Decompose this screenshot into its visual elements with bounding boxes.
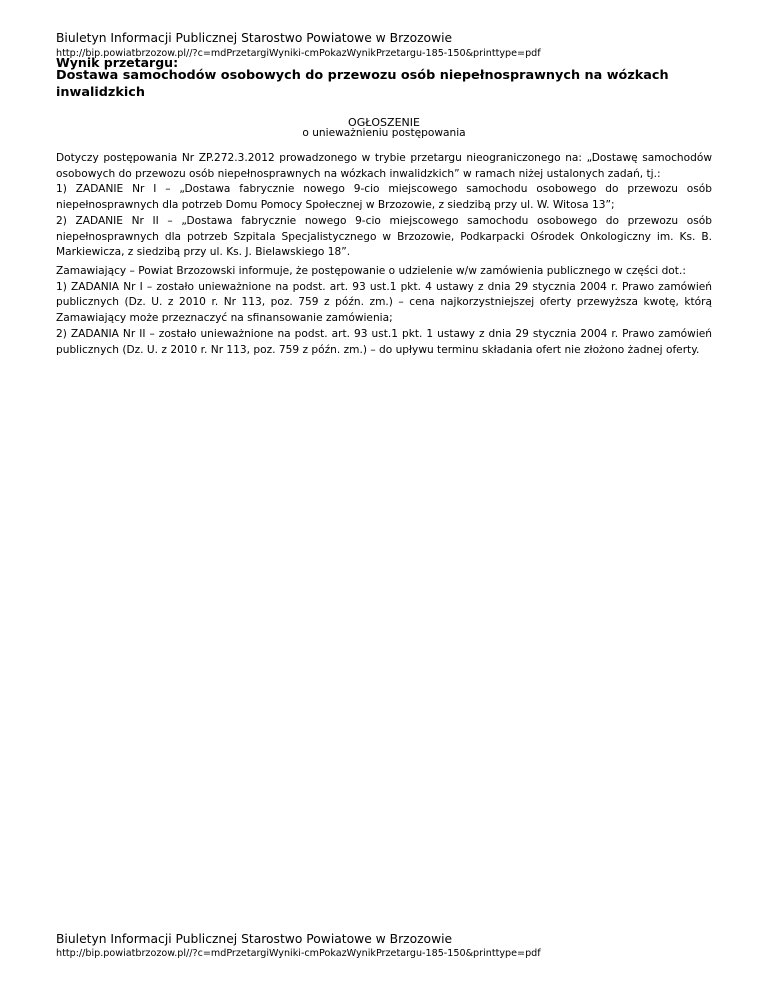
paragraph-case-reference <box>56 151 712 261</box>
footer-site-title: Biuletyn Informacji Publicznej Starostwo Powiatowe w Brzozowie <box>56 932 453 946</box>
footer-url: http://bip.powiatbrzozow.pl//?c=mdPrzetargiWyniki-cmPokazWynikPrzetargu-185-150&printtype=pdf <box>56 948 541 959</box>
paragraph-line: 2) ZADANIA Nr II – zostało unieważnione na podst. art. 93 ust.1 pkt. 1 ustawy z dnia 29 stycznia 2004 r. Prawo zamówień publicznych (Dz. U. z 2010 r. Nr 113, poz. 759 z późn. zm.) – do upływu terminu składania ofert nie złożono żadnej oferty. <box>56 327 712 356</box>
paragraph-line: Zamawiający – Powiat Brzozowski informuje, że postępowanie o udzielenie w/w zamówienia publicznego w części dot.: <box>56 265 686 277</box>
header-url: http://bip.powiatbrzozow.pl//?c=mdPrzetargiWyniki-cmPokazWynikPrzetargu-185-150&printtype=pdf <box>56 48 541 59</box>
header-site-title: Biuletyn Informacji Publicznej Starostwo Powiatowe w Brzozowie <box>56 31 453 45</box>
notice-title: OGŁOSZENIE <box>348 116 420 129</box>
paragraph-line: Dotyczy postępowania Nr ZP.272.3.2012 prowadzonego w trybie przetargu nieograniczonego na: „Dostawę samochodów osobowych do przewozu osób niepełnosprawnych na wózkach inwalidzkich” w ramach niżej ustalonych zadań, tj.: <box>56 152 712 180</box>
paragraph-line: 1) ZADANIA Nr I – zostało unieważnione na podst. art. 93 ust.1 pkt. 4 ustawy z dnia 29 stycznia 2004 r. Prawo zamówień publicznych (Dz. U. z 2010 r. Nr 113, poz. 759 z późn. zm.) – cena najkorzystniejszej oferty przewyższa kwotę, którą Zamawiający może przeznaczyć na sfinansowanie zamówienia; <box>56 280 712 325</box>
paragraph-line: 1) ZADANIE Nr I – „Dostawa fabrycznie nowego 9-cio miejscowego samochodu osobowego do przewozu osób niepełnosprawnych dla potrzeb Domu Pomocy Społecznej w Brzozowie, z siedzibą przy ul. W. Witosa 13”; <box>56 183 712 212</box>
paragraph-line: 2) ZADANIE Nr II – „Dostawa fabrycznie nowego 9-cio miejscowego samochodu osobowego do przewozu osób niepełnosprawnych dla potrzeb Szpitala Specjalistycznego w Brzozowie, Podkarpacki Ośrodek Onkologiczny im. Ks. B. Markiewicza, z siedzibą przy ul. Ks. J. Bielawskiego 18”. <box>56 214 712 259</box>
section-label: Wynik przetargu: <box>56 55 179 70</box>
paragraph-cancellation-info <box>56 264 712 358</box>
document-title: Dostawa samochodów osobowych do przewozu osób niepełnosprawnych na wózkach inwalidzkich <box>56 68 669 100</box>
notice-subtitle: o unieważnieniu postępowania <box>302 127 466 139</box>
